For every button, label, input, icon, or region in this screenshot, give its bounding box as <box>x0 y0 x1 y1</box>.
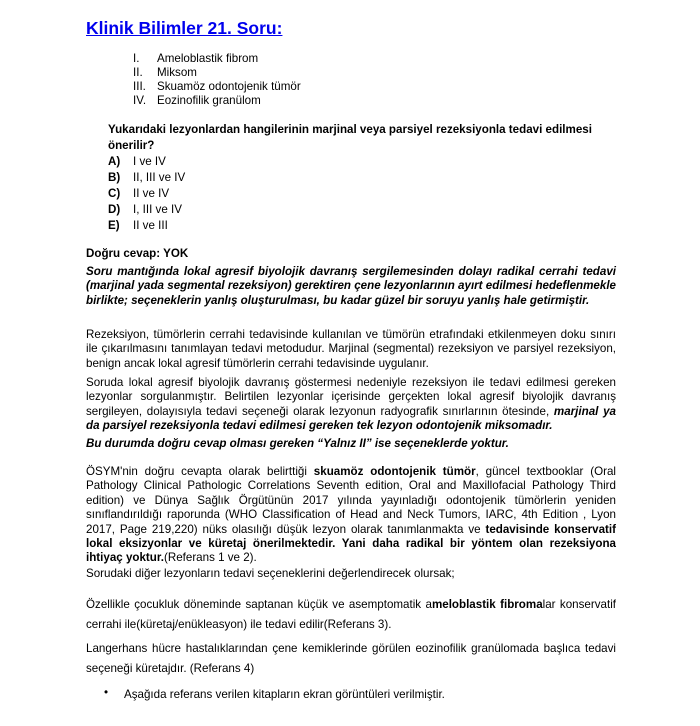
lesion-item: III. Skuamöz odontojenik tümör <box>133 80 301 93</box>
bullet-text: Aşağıda referans verilen kitapların ekran görüntüleri verilmiştir. <box>124 688 445 701</box>
paragraph-other-lesions: Sorudaki diğer lezyonların tedavi seçeneklerini değerlendirecek olursak; <box>86 567 455 580</box>
lesion-item: II. Miksom <box>133 66 197 79</box>
answer-option: B) II, III ve IV <box>108 171 186 184</box>
correct-answer: Doğru cevap: YOK <box>86 247 189 260</box>
answer-option: A) I ve IV <box>108 155 166 168</box>
bullet-icon: • <box>104 686 109 699</box>
paragraph-definition: Rezeksiyon, tümörlerin cerrahi tedavisinde kullanılan ve tümörün etrafındaki etkilenmeyen doku sınırı ile çıkarılmasını tanımlayan tedavi metodudur. Marjinal (segmental) rezeksiyon ve parsiyel rezeksiyon, benign ancak lokal agresif tümörlerin cerrahi tedavisinde uygulanır. <box>86 328 616 370</box>
paragraph-summary: Soru mantığında lokal agresif biyolojik davranış sergilemesinden dolayı radikal cerrahi tedavi (marjinal yada segmental rezeksiyon) gerektiren çene lezyonlarının ayırt edilmesi hedeflenmekle birlikte; seçeneklerin yanlış oluşturulması, bu kadar güzel bir soruyu yanlış hale getirmiştir. <box>86 265 616 307</box>
paragraph-langerhans: Langerhans hücre hastalıklarından çene kemiklerinde görülen eozinofilik granülomada başlıca tedavi seçeneği küretajdır. (Referans 4) <box>86 642 616 675</box>
answer-option: E) II ve III <box>108 219 168 232</box>
lesion-item: IV. Eozinofilik granülom <box>133 94 261 107</box>
paragraph-osym: ÖSYM'nin doğru cevapta olarak belirttiği skuamöz odontojenik tümör, güncel textbooklar (Oral Pathology Clinical Pathologic Correlations Seventh edition, Oral and Maxillofacial Pathology Third edition) ve Dünya Sağlık Örgütünün 2017 yılında yayınladığı odontojenik tümörlerin yeniden sınıflandırıldığı raporunda (WHO Classification of Head and Neck Tumors, IARC, 4th Edition , Lyon 2017, Page 219,220) nüks olasılığı düşük lezyon olarak tanımlanmakta ve tedavisinde konservatif lokal eksizyonlar ve küretaj önerilmektedir. Yani daha radikal bir yöntem olan rezeksiyona ihtiyaç yoktur.(Referans 1 ve 2). <box>86 465 616 565</box>
paragraph-explanation: Soruda lokal agresif biyolojik davranış göstermesi nedeniyle rezeksiyon ile tedavi edilmesi gereken lezyonlar sorgulanmıştır. Belirtilen lezyonlar içerisinde gerçekten lokal agresif biyolojik davranış sergileyen, dolayısıyla tedavi seçeneği olarak lezyonun radyografik sınırlarının ötesinde, marjinal ya da parsiyel rezeksiyonla tedavi edilmesi gereken tek lezyon odontojenik miksomadır. <box>86 376 616 433</box>
lesion-item: I. Ameloblastik fibrom <box>133 52 259 65</box>
paragraph-ameloblastic: Özellikle çocukluk döneminde saptanan küçük ve asemptomatik ameloblastik fibromalar konservatif cerrahi ile(küretaj/enükleasyon) ile tedavi edilir(Referans 3). <box>86 598 616 631</box>
paragraph-conclusion: Bu durumda doğru cevap olması gereken “Yalnız II” ise seçeneklerde yoktur. <box>86 437 509 450</box>
answer-option: D) I, III ve IV <box>108 203 182 216</box>
page-title: Klinik Bilimler 21. Soru: <box>86 18 283 38</box>
answer-option: C) II ve IV <box>108 187 170 200</box>
question-text: Yukarıdaki lezyonlardan hangilerinin marjinal veya parsiyel rezeksiyonla tedavi edilmesi önerilir? <box>108 123 592 152</box>
